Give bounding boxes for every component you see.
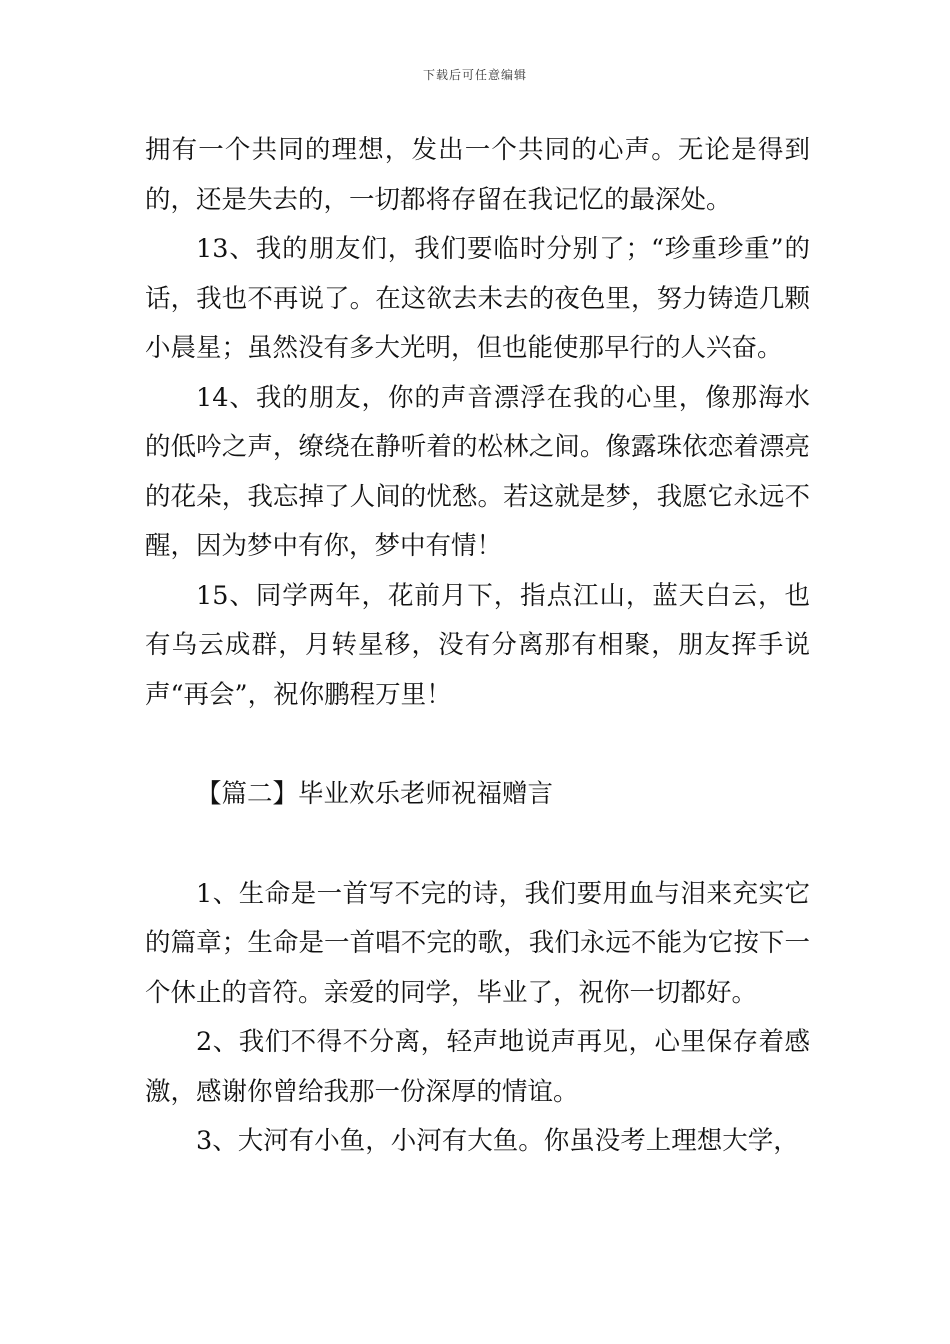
paragraph-1: 1、生命是一首写不完的诗，我们要用血与泪来充实它的篇章；生命是一首唱不完的歌，我们永远不能为它按下一个休止的音符。亲爱的同学，毕业了，祝你一切都好。	[145, 878, 810, 1008]
paragraph-2: 2、我们不得不分离，轻声地说声再见，心里保存着感激，感谢你曾给我那一份深厚的情谊。	[145, 1027, 810, 1107]
paragraph-13: 13、我的朋友们，我们要临时分别了；“珍重珍重”的话，我也不再说了。在这欲去未去的夜色里，努力铸造几颗小晨星；虽然没有多大光明，但也能使那早行的人兴奋。	[145, 234, 810, 363]
paragraph-3: 3、大河有小鱼，小河有大鱼。你虽没考上理想大学，	[196, 1126, 799, 1156]
paragraph-14: 14、我的朋友，你的声音漂浮在我的心里，像那海水的低吟之声，缭绕在静听着的松林之间。像露珠依恋着漂亮的花朵，我忘掉了人间的忧愁。若这就是梦，我愿它永远不醒，因为梦中有你，梦中有情！	[145, 382, 810, 561]
paragraph-15: 15、同学两年，花前月下，指点江山，蓝天白云，也有乌云成群，月转星移，没有分离那有相聚，朋友挥手说声“再会”，祝你鹏程万里！	[145, 580, 810, 710]
paragraph-continuation: 拥有一个共同的理想，发出一个共同的心声。无论是得到的，还是失去的，一切都将存留在我记忆的最深处。	[145, 135, 810, 215]
document-body	[145, 126, 810, 1167]
spacer	[145, 820, 810, 870]
page-header-note: 下载后可任意编辑	[422, 68, 527, 82]
section-heading: 【篇二】毕业欢乐老师祝福赠言	[196, 779, 554, 809]
spacer	[145, 720, 810, 770]
